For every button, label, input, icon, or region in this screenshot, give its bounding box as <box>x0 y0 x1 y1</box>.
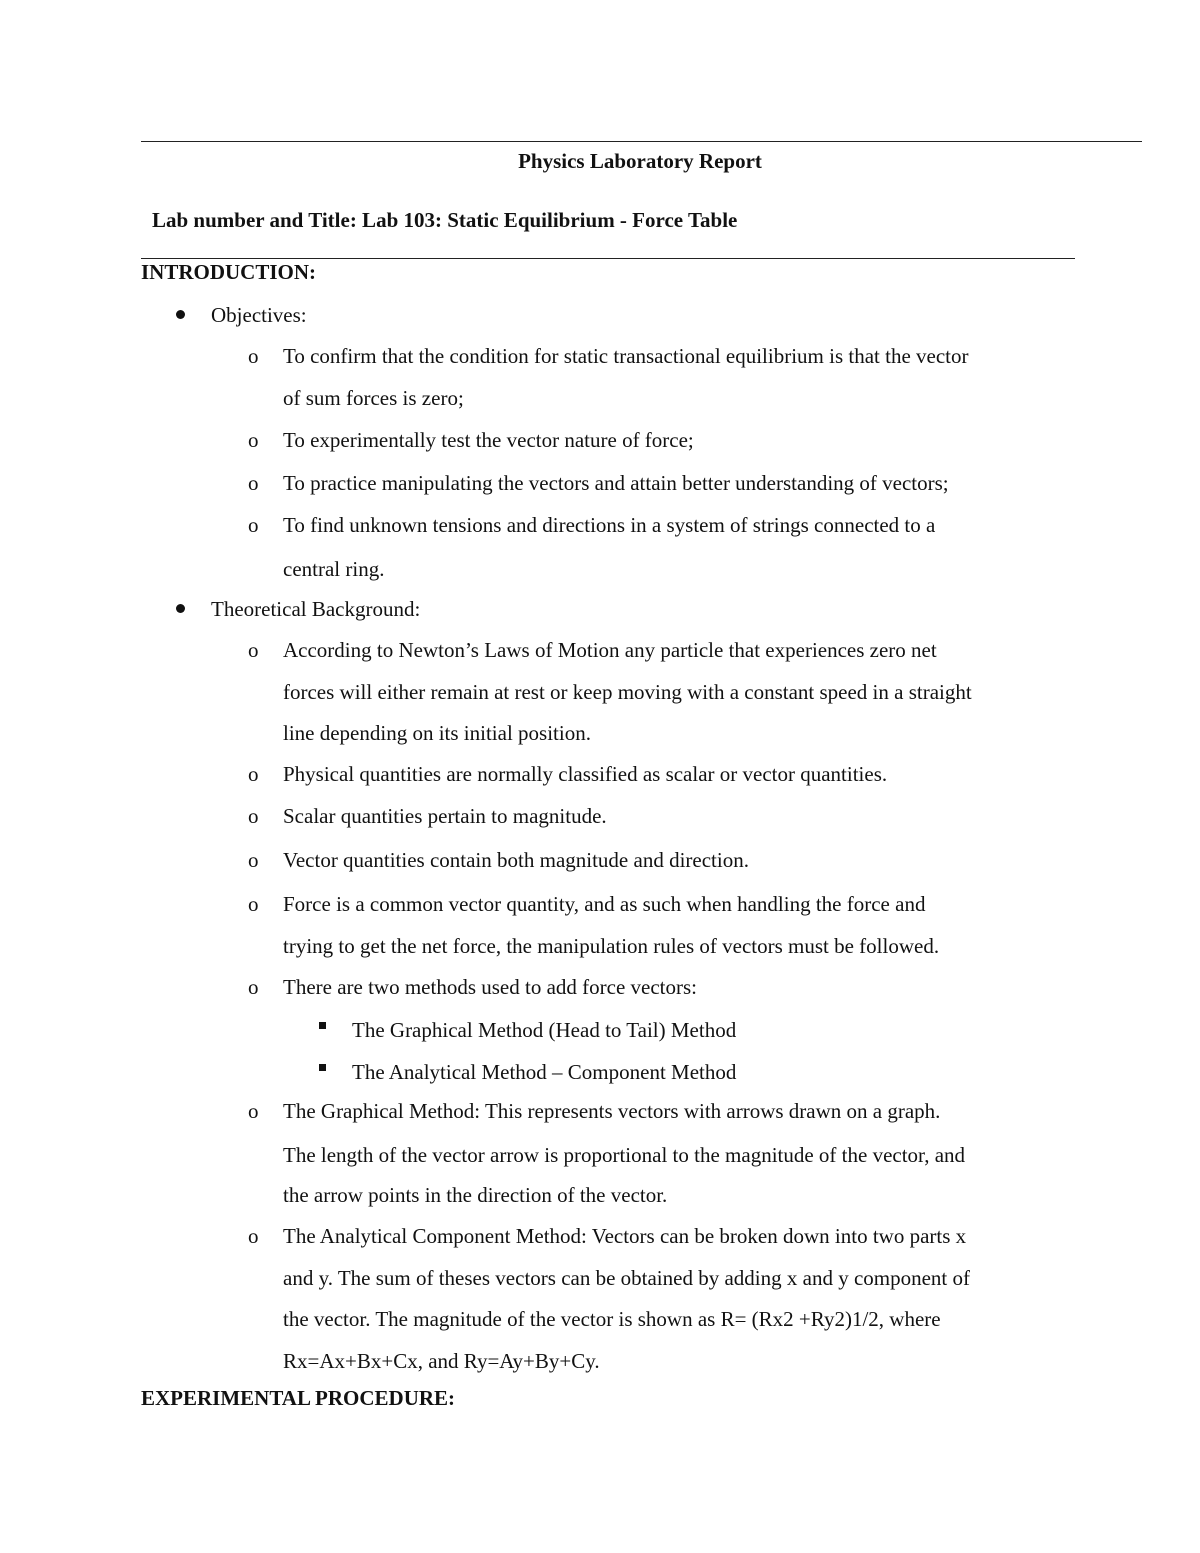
sub-bullet-icon: o <box>248 344 259 368</box>
header-rule <box>141 258 1075 259</box>
sub-bullet-icon: o <box>248 975 259 999</box>
objectives-label: Objectives: <box>211 303 307 327</box>
background-line: The Analytical Component Method: Vectors can be broken down into two parts x <box>283 1224 967 1248</box>
background-line: The length of the vector arrow is proportional to the magnitude of the vector, and <box>283 1143 966 1167</box>
objective-line: of sum forces is zero; <box>283 386 464 410</box>
background-line: line depending on its initial position. <box>283 721 591 745</box>
top-rule <box>141 141 1142 142</box>
objective-line: To confirm that the condition for static transactional equilibrium is that the vector <box>283 344 969 368</box>
background-line: Rx=Ax+Bx+Cx, and Ry=Ay+By+Cy. <box>283 1349 600 1373</box>
report-title: Physics Laboratory Report <box>518 149 762 173</box>
objective-line: To practice manipulating the vectors and attain better understanding of vectors; <box>283 471 949 495</box>
background-line: the vector. The magnitude of the vector is shown as R= (Rx2 +Ry2)1/2, where <box>283 1307 941 1331</box>
background-line: Force is a common vector quantity, and as such when handling the force and <box>283 892 926 916</box>
bullet-icon <box>176 310 185 319</box>
background-line: trying to get the net force, the manipulation rules of vectors must be followed. <box>283 934 940 958</box>
background-line: Vector quantities contain both magnitude and direction. <box>283 848 749 872</box>
sub-bullet-icon: o <box>248 513 259 537</box>
background-line: forces will either remain at rest or keep moving with a constant speed in a straight <box>283 680 972 704</box>
background-line: The Graphical Method: This represents vectors with arrows drawn on a graph. <box>283 1099 941 1123</box>
objective-line: central ring. <box>283 557 385 581</box>
sub-bullet-icon: o <box>248 428 259 452</box>
sub-bullet-icon: o <box>248 471 259 495</box>
introduction-heading: INTRODUCTION: <box>141 260 317 284</box>
background-label: Theoretical Background: <box>211 597 421 621</box>
sub-bullet-icon: o <box>248 804 259 828</box>
background-line: According to Newton’s Laws of Motion any particle that experiences zero net <box>283 638 937 662</box>
lab-title: Lab number and Title: Lab 103: Static Equilibrium - Force Table <box>152 208 738 232</box>
sub-bullet-icon: o <box>248 1224 259 1248</box>
background-line: There are two methods used to add force vectors: <box>283 975 698 999</box>
sub-bullet-icon: o <box>248 848 259 872</box>
background-line: Physical quantities are normally classified as scalar or vector quantities. <box>283 762 888 786</box>
square-bullet-icon <box>319 1022 326 1029</box>
method-item: The Graphical Method (Head to Tail) Method <box>352 1018 737 1042</box>
procedure-heading: EXPERIMENTAL PROCEDURE: <box>141 1386 456 1410</box>
sub-bullet-icon: o <box>248 638 259 662</box>
background-line: the arrow points in the direction of the vector. <box>283 1183 668 1207</box>
background-line: Scalar quantities pertain to magnitude. <box>283 804 607 828</box>
sub-bullet-icon: o <box>248 1099 259 1123</box>
square-bullet-icon <box>319 1064 326 1071</box>
objective-line: To experimentally test the vector nature of force; <box>283 428 694 452</box>
objective-line: To find unknown tensions and directions in a system of strings connected to a <box>283 513 936 537</box>
sub-bullet-icon: o <box>248 762 259 786</box>
bullet-icon <box>176 604 185 613</box>
background-line: and y. The sum of theses vectors can be obtained by adding x and y component of <box>283 1266 970 1290</box>
method-item: The Analytical Method – Component Method <box>352 1060 737 1084</box>
sub-bullet-icon: o <box>248 892 259 916</box>
